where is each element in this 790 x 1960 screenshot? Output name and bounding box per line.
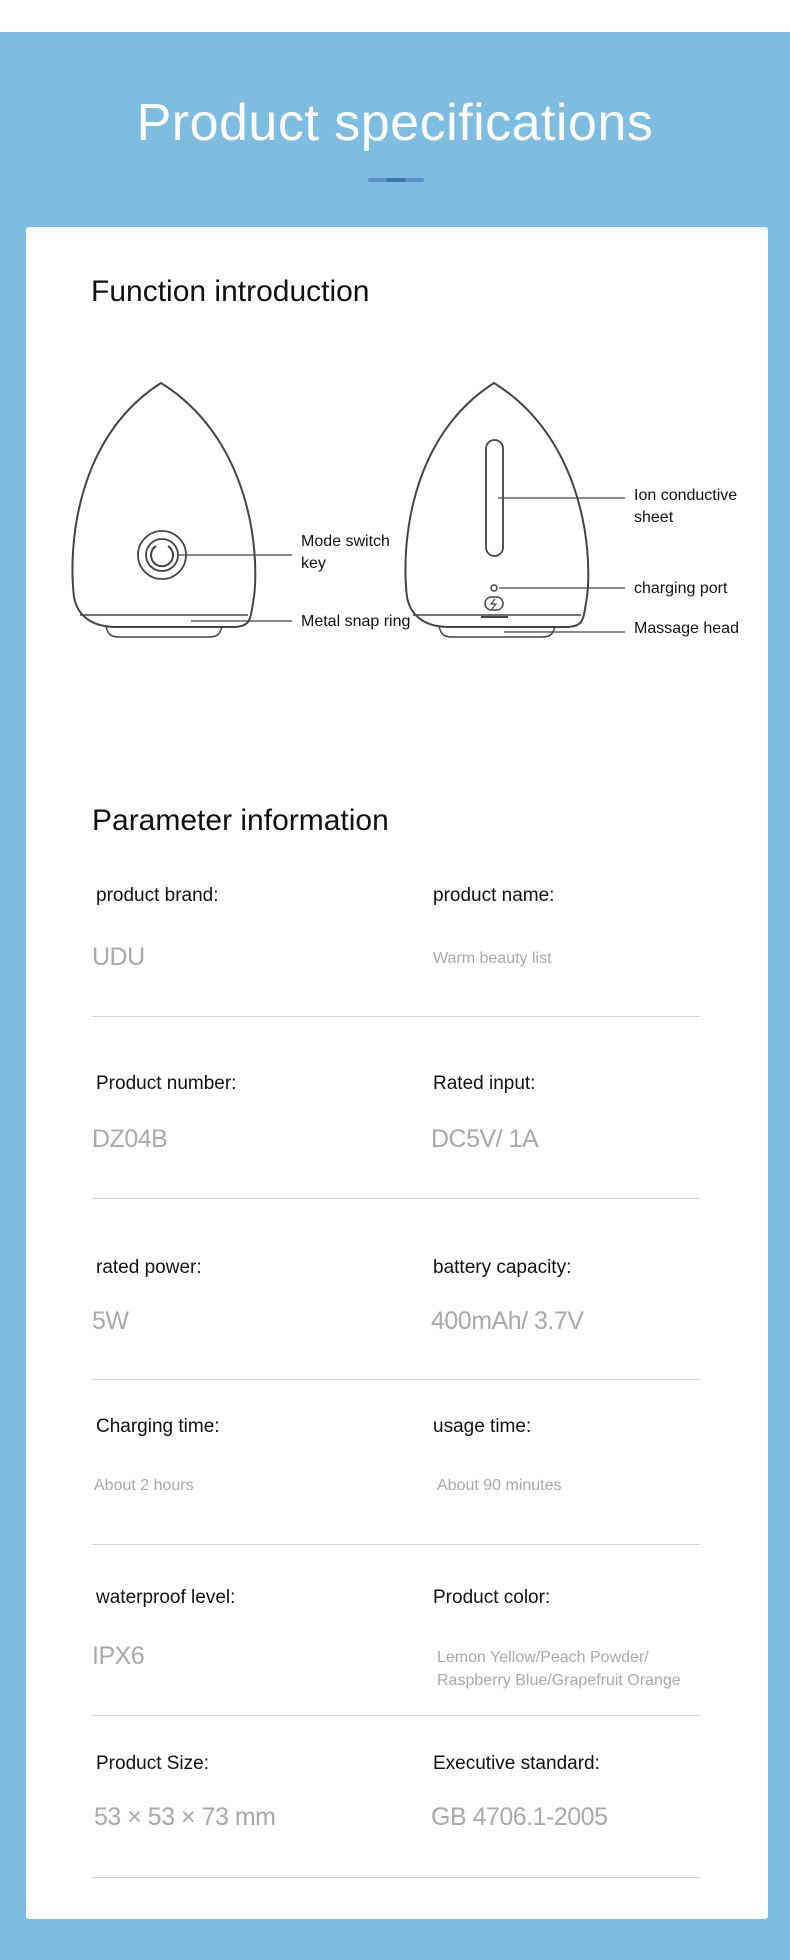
device-front-body [72,383,255,627]
power-icon [151,546,173,566]
param-value: 5W [92,1307,129,1335]
page-title: Product specifications [136,94,654,152]
param-value: UDU [92,943,145,971]
callout-metal-ring: Metal snap ring [301,613,411,630]
param-value: IPX6 [92,1642,145,1670]
param-value: Warm beauty list [433,950,552,967]
param-label: Product number: [96,1073,237,1094]
param-label: rated power: [96,1257,202,1278]
param-label: Rated input: [433,1073,536,1094]
parameter-heading: Parameter information [92,804,389,837]
param-label: product name: [433,885,555,906]
param-value: Lemon Yellow/Peach Powder/ Raspberry Blue/Grapefruit Orange [437,1649,681,1689]
param-label: usage time: [433,1416,532,1437]
callout-mode-switch: Mode switch key [301,533,390,572]
callout-massage-head: Massage head [634,620,739,637]
param-label: Product color: [433,1587,551,1608]
param-label: Executive standard: [433,1753,600,1774]
device-front-base [106,627,222,637]
row-divider [92,1544,700,1545]
param-label: product brand: [96,885,219,906]
spec-card [26,227,768,1919]
param-label: Charging time: [96,1416,220,1437]
function-heading: Function introduction [91,275,370,308]
row-divider [92,1715,700,1716]
param-label: waterproof level: [96,1587,236,1608]
charging-port [491,585,497,591]
param-label: Product Size: [96,1753,209,1774]
param-value: About 2 hours [94,1477,194,1494]
param-label: battery capacity: [433,1257,572,1278]
row-divider [92,1198,700,1199]
param-value: DZ04B [92,1125,168,1153]
row-divider [92,1016,700,1017]
param-value: About 90 minutes [437,1477,562,1494]
callout-charging-port: charging port [634,580,728,597]
device-diagram [26,227,768,667]
lightning-icon [491,599,496,609]
param-value: DC5V/ 1A [431,1125,539,1153]
title-underline [368,178,424,182]
param-value: 53 × 53 × 73 mm [94,1803,276,1831]
callout-ion-sheet: Ion conductive sheet [634,487,738,526]
row-divider [92,1379,700,1380]
row-divider [92,1877,700,1878]
param-value: GB 4706.1-2005 [431,1803,608,1831]
param-value: 400mAh/ 3.7V [431,1307,584,1335]
